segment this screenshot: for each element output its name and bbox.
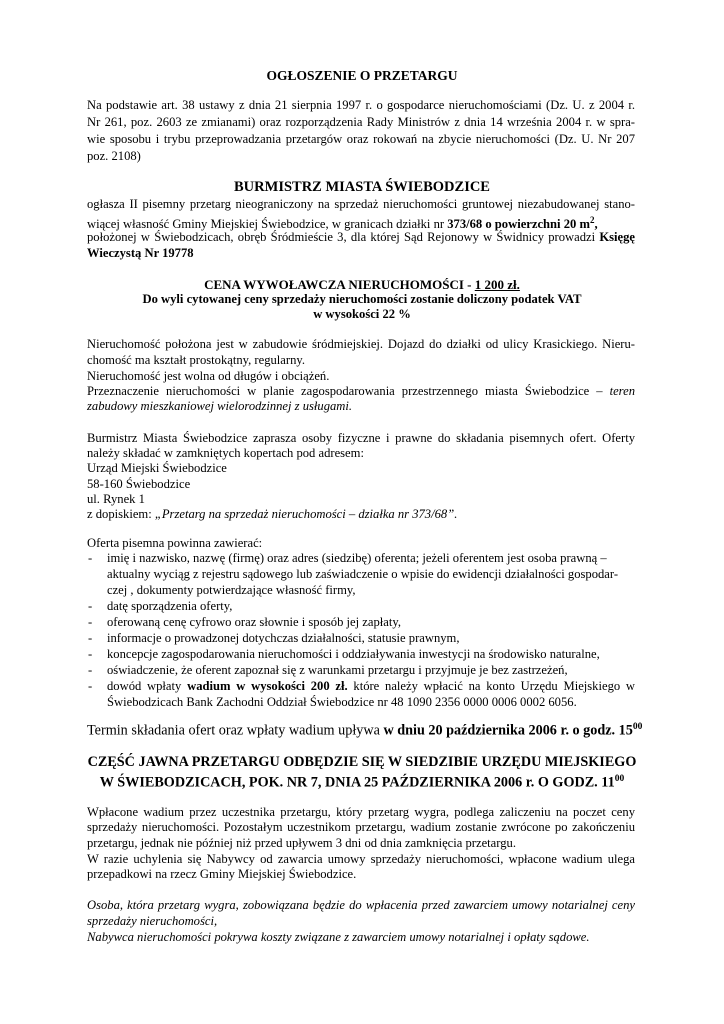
price-line: CENA WYWOŁAWCZA NIERUCHOMOŚCI - 1 200 zł. [204, 277, 520, 292]
vat-line-2: w wysokości 22 % [313, 307, 411, 321]
intro-line-4: poz. 2108) [87, 149, 141, 163]
offer-heading: Oferta pisemna powinna zawierać: [87, 536, 263, 550]
deadline-line: Termin składania ofert oraz wpłaty wadium upływa w dniu 20 października 2006 r. o godz. $15^{00}$ [87, 722, 643, 739]
offer-item-1b: aktualny wyciąg z rejestru sądowego lub zaświadczenie o wpisie do ewidencji działalności gospodar- [107, 567, 619, 581]
list-bullet: - [88, 615, 93, 629]
public-part-line-1: CZĘŚĆ JAWNA PRZETARGU ODBĘDZIE SIĘ W SIEDZIBIE URZĘDU MIEJSKIEGO [87, 754, 637, 770]
closing-line-3: Nabywca nieruchomości pokrywa koszty związane z zawarciem umowy notarialnej i opłaty sądowe. [87, 930, 590, 944]
parcel-info: 373/68 o powierzchni 20 m [447, 217, 590, 232]
intro-line-2: Nr 261, poz. 2603 ze zmianami) oraz rozporządzenia Rady Ministrów z dnia 14 września 2004 r. w spra- [87, 115, 635, 129]
price-value: 1 200 zł. [474, 277, 520, 292]
announce-line-3: położonej w Świebodzicach, obręb Śródmieście 3, dla której Sąd Rejonowy w Świdnicy prowadzi Księgę [87, 230, 635, 244]
public-part-line-2: W ŚWIEBODZICACH, POK. NR 7, DNIA 25 PAŹDZIERNIKA 2006 r. O GODZ. $11^{00}$ [99, 774, 625, 791]
list-bullet: - [88, 679, 93, 693]
list-bullet: - [88, 551, 93, 565]
intro-line-3: wie sposobu i trybu przeprowadzania przetargów oraz rokowań na zbycie nieruchomości (Dz. U. Nr 207 [87, 132, 635, 146]
vat-line-1: Do wyli cytowanej ceny sprzedaży nieruchomości zostanie doliczony podatek VAT [142, 292, 582, 306]
announce-line-2: wiącej własność Gminy Miejskiej Świebodzice, w granicach działki nr 373/68 o powierzchni 20 $m^2$, [87, 215, 598, 232]
offer-item-4: informacje o prowadzonej dotychczas działalności, statusie prawnym, [107, 631, 460, 645]
description-line-1: Nieruchomość położona jest w zabudowie śródmiejskiej. Dojazd do działki od ulicy Krasickiego. Nieru- [87, 337, 635, 351]
address-line-3: ul. Rynek 1 [87, 492, 145, 506]
closing-line-1: Osoba, która przetarg wygra, zobowiązana będzie do wpłacenia przed zawarciem umowy notarialnej ceny [87, 898, 635, 912]
list-bullet: - [88, 599, 93, 613]
burmistrz-heading: BURMISTRZ MIASTA ŚWIEBODZICE [234, 179, 490, 195]
description-line-2: chomość ma kształt prostokątny, regularny. [87, 353, 305, 367]
description-line-3: Nieruchomość jest wolna od długów i obciążeń. [87, 369, 330, 383]
description-line-5: zabudowy mieszkaniowej wielorodzinnej z usługami. [87, 399, 353, 413]
wadium-line-3: przetargu, jednak nie później niż przed upływem 3 dni od dnia zamknięcia przetargu. [87, 836, 516, 850]
wadium-line-2: sprzedaży nieruchomości. Pozostałym uczestnikom przetargu, wadium zostanie zwrócone po zakończeniu [87, 820, 635, 834]
list-bullet: - [88, 663, 93, 677]
wadium-line-4: W razie uchylenia się Nabywcy od zawarcia umowy sprzedaży nieruchomości, wpłacone wadium ulega [87, 852, 635, 866]
description-line-4: Przeznaczenie nieruchomości w planie zagospodarowania przestrzennego miasta Świebodzice – teren [87, 384, 635, 398]
intro-line-1: Na podstawie art. 38 ustawy z dnia 21 sierpnia 1997 r. o gospodarce nieruchomościami (Dz. U. z 2004 r. [87, 98, 635, 112]
invite-line-1: Burmistrz Miasta Świebodzice zaprasza osoby fizyczne i prawne do składania pisemnych ofert. Oferty [87, 431, 635, 445]
offer-item-7: dowód wpłaty wadium w wysokości 200 zł. które należy wpłacić na konto Urzędu Miejskiego w [107, 679, 635, 693]
envelope-note: z dopiskiem: „Przetarg na sprzedaż nieruchomości – działka nr 373/68”. [87, 507, 458, 521]
announce-line-1: ogłasza II pisemny przetarg nieograniczony na sprzedaż nieruchomości gruntowej niezabudowanej stano- [87, 197, 635, 211]
offer-item-5: koncepcje zagospodarowania nieruchomości i oddziaływania inwestycji na środowisko naturalne, [107, 647, 600, 661]
offer-item-1a: imię i nazwisko, nazwę (firmę) oraz adres (siedzibę) oferenta; jeżeli oferentem jest osoba prawną – [107, 551, 607, 565]
wadium-line-1: Wpłacone wadium przez uczestnika przetargu, który przetarg wygra, podlega zaliczeniu na poczet ceny [87, 805, 635, 819]
list-bullet: - [88, 647, 93, 661]
offer-item-7b: Świebodzicach Bank Zachodni Oddział Świebodzice nr 48 1090 2356 0000 0006 0002 6056. [107, 695, 577, 709]
address-line-2: 58-160 Świebodzice [87, 477, 191, 491]
address-line-1: Urząd Miejski Świebodzice [87, 461, 227, 475]
offer-item-3: oferowaną cenę cyfrowo oraz słownie i sposób jej zapłaty, [107, 615, 401, 629]
list-bullet: - [88, 631, 93, 645]
announce-line-4: Wieczystą Nr 19778 [87, 246, 194, 260]
closing-line-2: sprzedaży nieruchomości, [87, 914, 218, 928]
document-title: OGŁOSZENIE O PRZETARGU [266, 68, 458, 83]
wadium-line-5: przepadkowi na rzecz Gminy Miejskiej Świebodzice. [87, 867, 357, 881]
offer-item-1c: czej , dokumenty potwierdzające własność firmy, [107, 583, 356, 597]
offer-item-6: oświadczenie, że oferent zapoznał się z warunkami przetargu i przyjmuje je bez zastrzeżeń, [107, 663, 568, 677]
invite-line-2: należy składać w zamkniętych kopertach pod adresem: [87, 446, 364, 460]
offer-item-2: datę sporządzenia oferty, [107, 599, 233, 613]
